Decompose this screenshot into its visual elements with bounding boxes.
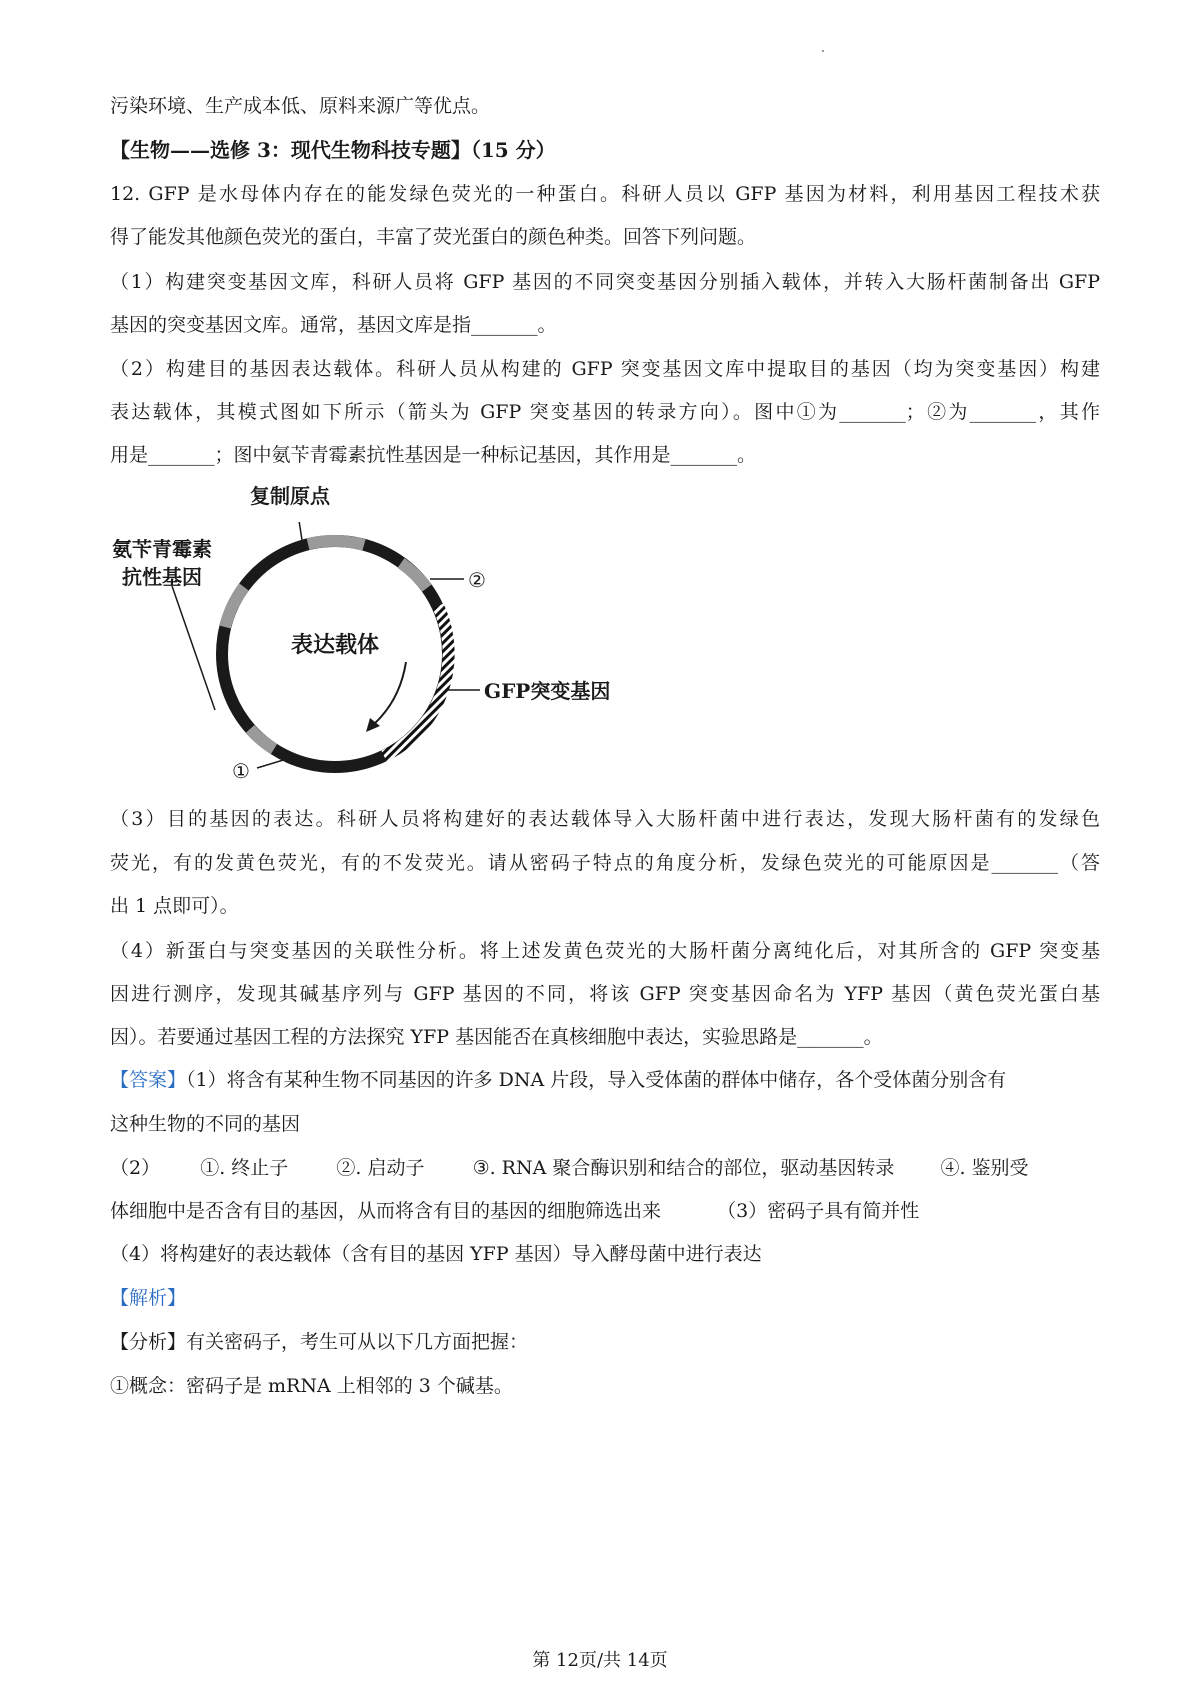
element-1-segment xyxy=(250,729,274,749)
answer-line-1 xyxy=(110,1066,1100,1094)
question-3-line-2: 荧光，有的发黄色荧光，有的不发荧光。请从密码子特点的角度分析，发绿色荧光的可能原因是_______（答 xyxy=(110,852,1100,874)
question-2-line-1: （2）构建目的基因表达载体。科研人员从构建的 GFP 突变基因文库中提取目的基因（均为突变基因）构建 xyxy=(110,358,1100,380)
page-footer: 第 12页/共 14页 xyxy=(532,1650,668,1671)
answer-3: （3）密码子具有简并性 xyxy=(717,1200,920,1222)
label-amp-line-2: 抗性基因 xyxy=(122,565,202,589)
element-2-segment xyxy=(401,563,427,588)
ampicillin-gene-segment xyxy=(225,587,244,627)
question-4-line-1: （4）新蛋白与突变基因的关联性分析。将上述发黄色荧光的大肠杆菌分离纯化后，对其所含的 GFP 突变基 xyxy=(110,940,1100,962)
replication-origin-segment xyxy=(308,541,364,545)
answer-2-continuation: 体细胞中是否含有目的基因，从而将含有目的基因的细胞筛选出来 xyxy=(110,1200,662,1222)
label-gfp: GFP突变基因 xyxy=(484,679,611,703)
label-element-2: ② xyxy=(468,568,486,592)
answer-tag: 【答案】 xyxy=(110,1069,187,1091)
answer-2-item-4: ④. 鉴别受 xyxy=(940,1157,1029,1179)
question-12-line-1: 12. GFP 是水母体内存在的能发绿色荧光的一种蛋白。科研人员以 GFP 基因为材料，利用基因工程技术获 xyxy=(110,183,1100,205)
ori-leader xyxy=(298,522,302,540)
section-heading: 【生物——选修 3：现代生物科技专题】（15 分） xyxy=(110,138,556,162)
analysis-intro: 【分析】有关密码子，考生可从以下几方面把握： xyxy=(110,1331,529,1353)
label-center: 表达载体 xyxy=(290,632,380,658)
question-3-line-3: 出 1 点即可）。 xyxy=(110,895,239,917)
scan-speck xyxy=(822,50,824,52)
question-2-line-2: 表达载体，其模式图如下所示（箭头为 GFP 突变基因的转录方向）。图中①为_______；②为_______，其作 xyxy=(110,401,1100,423)
answer-2-prefix: （2） xyxy=(110,1157,161,1179)
question-3-line-1: （3）目的基因的表达。科研人员将构建好的表达载体导入大肠杆菌中进行表达，发现大肠杆菌有的发绿色 xyxy=(110,808,1100,830)
label-replication-origin: 复制原点 xyxy=(250,484,330,508)
answer-2-line-1 xyxy=(110,1154,1100,1182)
answer-2-line-2 xyxy=(110,1197,1100,1225)
label-element-1: ① xyxy=(232,759,250,783)
question-2-line-3: 用是_______；图中氨苄青霉素抗性基因是一种标记基因，其作用是_______。 xyxy=(110,444,757,466)
question-1-line-2: 基因的突变基因文库。通常，基因文库是指_______。 xyxy=(110,314,557,336)
question-12-line-2: 得了能发其他颜色荧光的蛋白，丰富了荧光蛋白的颜色种类。回答下列问题。 xyxy=(110,226,757,248)
answer-1-line-2: 这种生物的不同的基因 xyxy=(110,1113,301,1135)
question-4-line-2: 因进行测序，发现其碱基序列与 GFP 基因的不同，将该 GFP 突变基因命名为 YFP 基因（黄色荧光蛋白基 xyxy=(110,983,1100,1005)
codon-concept: ①概念：密码子是 mRNA 上相邻的 3 个碱基。 xyxy=(110,1375,513,1397)
question-4-line-3: 因）。若要通过基因工程的方法探究 YFP 基因能否在真核细胞中表达，实验思路是_______。 xyxy=(110,1026,883,1048)
intro-line: 污染环境、生产成本低、原料来源广等优点。 xyxy=(110,95,491,117)
answer-1-line-1: （1）将含有某种生物不同基因的许多 DNA 片段，导入受体菌的群体中储存，各个受体菌分别含有 xyxy=(186,1069,1007,1091)
answer-2-item-3: ③. RNA 聚合酶识别和结合的部位，驱动基因转录 xyxy=(472,1157,895,1179)
analysis-tag: 【解析】 xyxy=(110,1287,187,1309)
answer-4: （4）将构建好的表达载体（含有目的基因 YFP 基因）导入酵母菌中进行表达 xyxy=(110,1243,762,1265)
expression-vector-diagram xyxy=(112,522,632,790)
amp-leader xyxy=(172,586,215,710)
label-amp-line-1: 氨苄青霉素 xyxy=(112,537,212,561)
question-1-line-1: （1）构建突变基因文库，科研人员将 GFP 基因的不同突变基因分别插入载体，并转入大肠杆菌制备出 GFP xyxy=(110,271,1100,293)
answer-2-item-2: ②. 启动子 xyxy=(336,1157,425,1179)
element-1-leader xyxy=(257,758,290,768)
transcription-arrow xyxy=(374,662,406,724)
answer-2-item-1: ①. 终止子 xyxy=(200,1157,289,1179)
